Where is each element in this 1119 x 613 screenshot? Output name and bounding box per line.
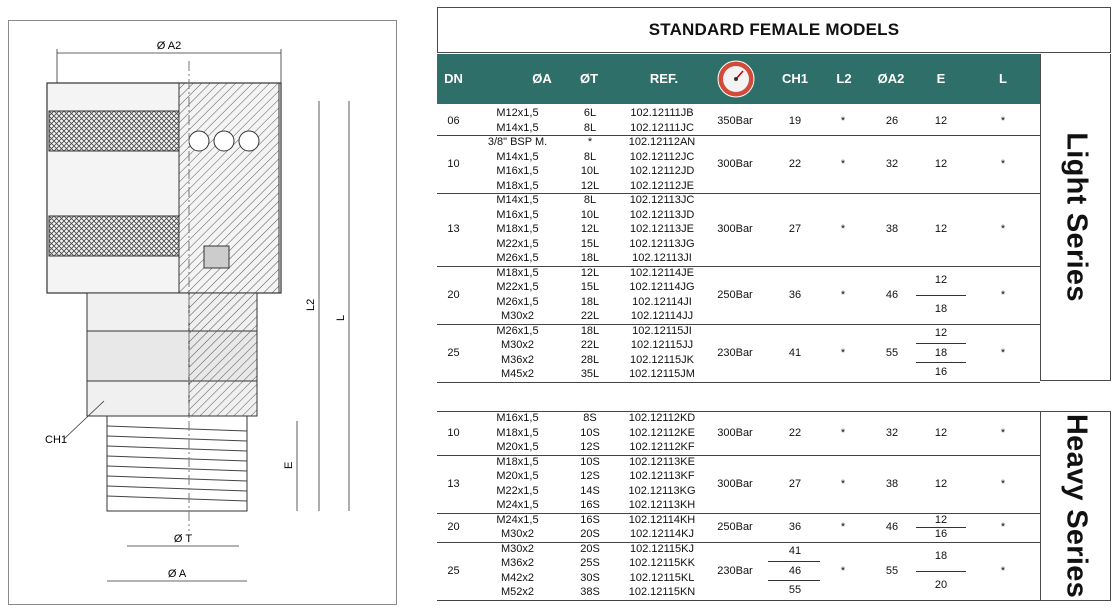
- e-cell: 12: [934, 477, 948, 490]
- ot-cell: 18L: [580, 295, 600, 308]
- oa-cell: M16x1,5: [496, 165, 539, 177]
- coupling-cross-section: [9, 21, 396, 604]
- oa-cell: M18x1,5: [496, 426, 539, 439]
- ot-cell: 20S: [580, 542, 600, 555]
- oa2-cell: 32: [885, 158, 899, 170]
- pressure-cell: 300Bar: [717, 223, 753, 236]
- ot-cell: 10S: [580, 455, 600, 468]
- l-cell: *: [1000, 288, 1006, 301]
- ref-cell: 102.12112JE: [629, 179, 695, 192]
- e-cell: 12: [934, 114, 948, 127]
- ot-cell: 20S: [580, 528, 600, 540]
- l2-cell: *: [840, 521, 846, 533]
- ch1-cell: 27: [788, 223, 802, 236]
- ot-cell: 12L: [580, 266, 600, 279]
- pressure-cell: 230Bar: [717, 346, 753, 359]
- oa-cell: M18x1,5: [496, 266, 539, 279]
- oa-cell: M24x1,5: [496, 499, 539, 511]
- ref-cell: 102.12114KH: [628, 513, 696, 526]
- e-divider: [916, 343, 966, 344]
- oa-cell: M20x1,5: [496, 441, 539, 453]
- ref-cell: 102.12113KG: [628, 484, 696, 497]
- ot-cell: 35L: [580, 368, 600, 380]
- light-series-label: Light Series: [1060, 132, 1092, 302]
- ref-cell: 102.12114JJ: [630, 310, 694, 322]
- oa-cell: M26x1,5: [496, 295, 539, 308]
- ot-cell: 10L: [580, 208, 600, 221]
- l2-cell: *: [840, 564, 846, 577]
- ref-cell: 102.12112JC: [629, 150, 695, 163]
- ref-cell: 102.12112AN: [628, 136, 696, 148]
- oa2-cell: 46: [885, 521, 899, 533]
- l2-cell: *: [840, 223, 846, 236]
- oa-cell: M18x1,5: [496, 455, 539, 468]
- dn-cell: 06: [447, 114, 460, 127]
- l2-cell: *: [840, 426, 846, 439]
- e-cell: 12: [934, 513, 948, 526]
- oa-cell: M26x1,5: [496, 324, 539, 337]
- l2-cell: *: [840, 346, 846, 359]
- ref-cell: 102.12112KD: [628, 412, 696, 424]
- oa-cell: M30x2: [500, 542, 535, 555]
- l2-cell: *: [840, 288, 846, 301]
- ot-cell: 30S: [580, 571, 600, 584]
- ch1-cell: 41: [788, 346, 802, 359]
- dim-label-a2: Ø A2: [156, 40, 182, 52]
- e-cell: 12: [934, 223, 948, 236]
- dn-cell: 10: [447, 426, 460, 439]
- l2-cell: *: [840, 477, 846, 490]
- oa-cell: M14x1,5: [496, 150, 539, 163]
- dim-label-e: E: [283, 461, 295, 469]
- pressure-cell: 350Bar: [717, 114, 753, 127]
- ref-cell: 102.12114JG: [629, 281, 695, 293]
- l2-cell: *: [840, 114, 846, 127]
- oa-cell: M18x1,5: [496, 179, 539, 192]
- oa2-cell: 46: [885, 288, 899, 301]
- dn-cell: 20: [447, 521, 460, 533]
- ot-cell: *: [587, 136, 593, 148]
- ref-cell: 102.12112KF: [629, 441, 695, 453]
- ot-cell: 25S: [580, 557, 600, 569]
- pressure-gauge-icon: [716, 59, 756, 99]
- ot-cell: 18L: [580, 324, 600, 337]
- ch1-divider: [768, 561, 820, 562]
- ref-cell: 102.12115JI: [632, 324, 692, 337]
- oa2-cell: 38: [885, 477, 899, 490]
- technical-drawing: [8, 20, 397, 605]
- ot-cell: 8L: [583, 150, 597, 163]
- dim-label-ch1: CH1: [45, 434, 68, 446]
- ref-cell: 102.12111JB: [630, 107, 694, 119]
- ref-cell: 102.12115KJ: [629, 542, 695, 555]
- ref-cell: 102.12115JK: [629, 353, 695, 366]
- l-cell: *: [1000, 564, 1006, 577]
- oa-cell: M18x1,5: [496, 223, 539, 235]
- table-title: [437, 7, 1111, 53]
- oa-cell: M24x1,5: [496, 513, 539, 526]
- heavy-series-panel: [1040, 411, 1111, 601]
- table-title-text: STANDARD FEMALE MODELS: [648, 20, 900, 39]
- e-cell: 12: [934, 426, 948, 439]
- ch1-cell: 22: [788, 158, 802, 170]
- oa-cell: M16x1,5: [496, 208, 539, 221]
- header-oa2: ØA2: [877, 71, 905, 86]
- e-cell: 18: [934, 303, 948, 315]
- ot-cell: 22L: [580, 310, 600, 322]
- l2-cell: *: [840, 158, 846, 170]
- e-cell: 18: [934, 346, 948, 359]
- e-cell: 12: [934, 327, 948, 340]
- ot-cell: 38S: [580, 586, 600, 598]
- ot-cell: 12S: [580, 441, 600, 453]
- e-divider: [916, 571, 966, 572]
- ch1-divider: [768, 580, 820, 581]
- ch1-cell: 19: [788, 114, 802, 127]
- oa2-cell: 55: [885, 564, 899, 577]
- oa-cell: M26x1,5: [496, 252, 539, 264]
- oa2-cell: 32: [885, 426, 899, 439]
- pressure-cell: 250Bar: [717, 288, 753, 301]
- ch1-cell: 41: [788, 545, 802, 558]
- ref-cell: 102.12113JG: [629, 237, 695, 250]
- ref-cell: 102.12113KH: [628, 499, 696, 511]
- ot-cell: 8L: [583, 194, 597, 206]
- e-cell: 18: [934, 550, 948, 562]
- ch1-cell: 27: [788, 477, 802, 490]
- ref-cell: 102.12113KF: [629, 470, 695, 482]
- header-l2: L2: [836, 71, 852, 86]
- e-cell: 12: [934, 158, 948, 170]
- ch1-cell: 55: [788, 583, 802, 596]
- ot-cell: 15L: [580, 237, 600, 250]
- ref-cell: 102.12114JE: [629, 266, 695, 279]
- ref-cell: 102.12112KE: [629, 426, 695, 439]
- e-cell: 16: [934, 528, 948, 541]
- header-oa: ØA: [532, 71, 552, 86]
- e-divider: [916, 527, 966, 528]
- dn-cell: 10: [447, 158, 460, 170]
- l-cell: *: [1000, 521, 1006, 533]
- l-cell: *: [1000, 426, 1006, 439]
- pressure-cell: 300Bar: [717, 426, 753, 439]
- header-ref: REF.: [649, 71, 679, 86]
- ref-cell: 102.12113KE: [629, 455, 695, 468]
- ot-cell: 22L: [580, 339, 600, 351]
- dn-cell: 20: [447, 288, 460, 301]
- oa-cell: M30x2: [500, 310, 535, 322]
- oa-cell: M36x2: [500, 557, 535, 569]
- e-divider: [916, 362, 966, 363]
- ot-cell: 14S: [580, 484, 600, 497]
- ref-cell: 102.12114KJ: [629, 528, 695, 540]
- l-cell: *: [1000, 346, 1006, 359]
- ot-cell: 10L: [580, 165, 600, 177]
- ch1-cell: 46: [788, 564, 802, 577]
- ot-cell: 8S: [583, 412, 597, 424]
- oa-cell: M36x2: [500, 353, 535, 366]
- pressure-cell: 250Bar: [717, 521, 753, 533]
- ot-cell: 12L: [580, 179, 600, 192]
- ch1-cell: 36: [788, 521, 802, 533]
- e-divider: [916, 295, 966, 296]
- e-cell: 20: [934, 579, 948, 591]
- ref-cell: 102.12115KN: [628, 586, 696, 598]
- l-cell: *: [1000, 114, 1006, 127]
- row-divider: [437, 382, 1040, 383]
- ot-cell: 28L: [580, 353, 600, 366]
- ref-cell: 102.12113JC: [629, 194, 695, 206]
- dn-cell: 25: [447, 564, 460, 577]
- oa-cell: M42x2: [500, 571, 535, 584]
- ref-cell: 102.12112JD: [629, 165, 695, 177]
- header-ch1: CH1: [781, 71, 808, 86]
- ref-cell: 102.12115JM: [629, 368, 695, 380]
- oa-cell: M52x2: [500, 586, 535, 598]
- dim-label-a: Ø A: [167, 568, 187, 580]
- e-cell: 16: [934, 365, 948, 378]
- ref-cell: 102.12113JD: [629, 208, 695, 221]
- dn-cell: 13: [447, 477, 460, 490]
- dim-label-l: L: [335, 314, 347, 321]
- oa-cell: M22x1,5: [496, 237, 539, 250]
- ch1-cell: 36: [788, 288, 802, 301]
- dim-label-t: Ø T: [173, 533, 193, 545]
- oa-cell: M20x1,5: [496, 470, 539, 482]
- table-header: [437, 54, 1040, 104]
- oa-cell: M22x1,5: [496, 281, 539, 293]
- ref-cell: 102.12115KL: [629, 571, 695, 584]
- ot-cell: 6L: [583, 107, 597, 119]
- oa-cell: M30x2: [500, 339, 535, 351]
- ot-cell: 8L: [583, 121, 597, 134]
- row-divider: [437, 600, 1040, 601]
- oa-cell: 3/8" BSP M.: [487, 136, 548, 148]
- oa-cell: M12x1,5: [496, 107, 539, 119]
- header-l: L: [999, 71, 1007, 86]
- oa-cell: M30x2: [500, 528, 535, 540]
- dn-cell: 25: [447, 346, 460, 359]
- ot-cell: 12S: [580, 470, 600, 482]
- ch1-cell: 22: [788, 426, 802, 439]
- ot-cell: 10S: [580, 426, 600, 439]
- heavy-series-label: Heavy Series: [1060, 413, 1092, 599]
- pressure-cell: 230Bar: [717, 564, 753, 577]
- header-e: E: [936, 71, 946, 86]
- ref-cell: 102.12115KK: [629, 557, 695, 569]
- ot-cell: 12L: [580, 223, 600, 235]
- oa2-cell: 55: [885, 346, 899, 359]
- header-ot: ØT: [579, 71, 599, 86]
- ref-cell: 102.12114JI: [632, 295, 692, 308]
- pressure-cell: 300Bar: [717, 477, 753, 490]
- ref-cell: 102.12113JI: [632, 252, 692, 264]
- oa-cell: M22x1,5: [496, 484, 539, 497]
- ot-cell: 15L: [580, 281, 600, 293]
- ot-cell: 16S: [580, 499, 600, 511]
- oa-cell: M14x1,5: [496, 194, 539, 206]
- l-cell: *: [1000, 477, 1006, 490]
- ot-cell: 18L: [580, 252, 600, 264]
- oa2-cell: 38: [885, 223, 899, 236]
- pressure-cell: 300Bar: [717, 158, 753, 170]
- ref-cell: 102.12111JC: [630, 121, 694, 134]
- ot-cell: 16S: [580, 513, 600, 526]
- l-cell: *: [1000, 158, 1006, 170]
- l-cell: *: [1000, 223, 1006, 236]
- light-series-panel: [1040, 54, 1111, 381]
- dim-label-l2: L2: [305, 298, 317, 311]
- ref-cell: 102.12115JJ: [630, 339, 694, 351]
- dn-cell: 13: [447, 223, 460, 236]
- e-cell: 12: [934, 274, 948, 286]
- ref-cell: 102.12113JE: [629, 223, 695, 235]
- oa2-cell: 26: [885, 114, 899, 127]
- oa-cell: M16x1,5: [496, 412, 539, 424]
- header-dn: DN: [444, 71, 463, 86]
- oa-cell: M14x1,5: [496, 121, 539, 134]
- oa-cell: M45x2: [500, 368, 535, 380]
